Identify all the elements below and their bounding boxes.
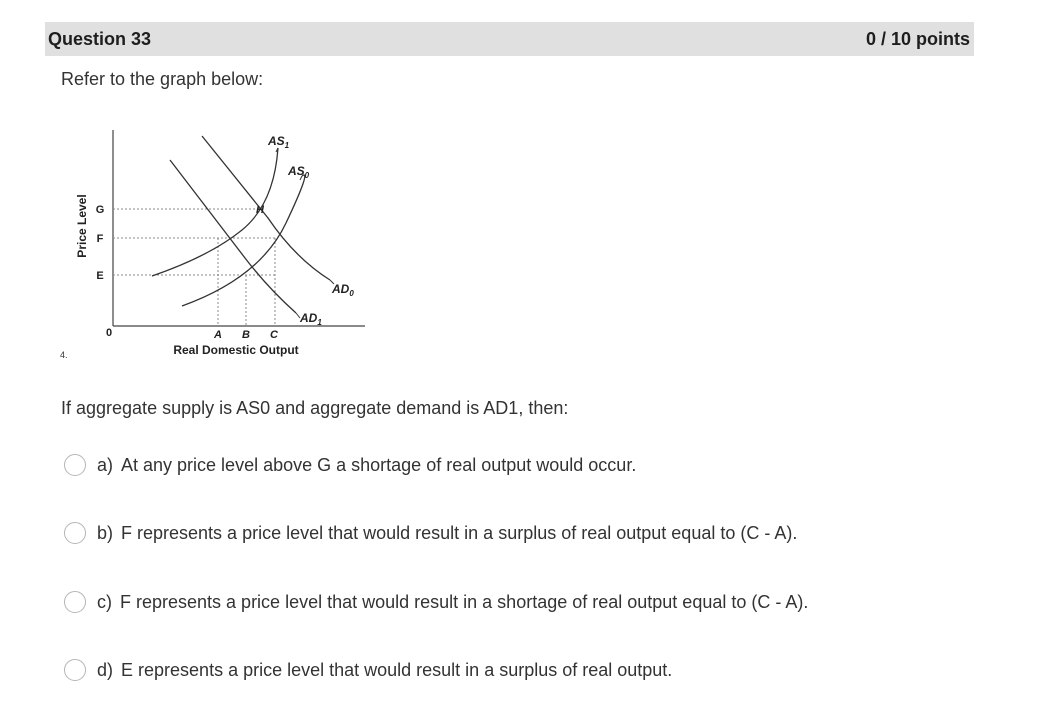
radio-button[interactable]	[64, 522, 86, 544]
option-letter: d)	[97, 659, 114, 680]
x-axis-title: Real Domestic Output	[173, 343, 299, 357]
output-label-b: B	[242, 329, 250, 341]
economics-graph	[60, 118, 380, 368]
radio-button[interactable]	[64, 591, 86, 613]
price-label-e: E	[96, 270, 104, 282]
curve-label-ad1: $AD_1$	[300, 311, 322, 327]
answer-option-a[interactable]	[64, 452, 636, 478]
radio-button[interactable]	[64, 659, 86, 681]
answer-option-b[interactable]	[64, 520, 797, 546]
question-points: 0 / 10 points	[865, 29, 970, 49]
corner-mark: 4.	[60, 350, 68, 360]
radio-button[interactable]	[64, 454, 86, 476]
question-text: If aggregate supply is AS0 and aggregate demand is AD1, then:	[61, 398, 569, 418]
origin-label: 0	[105, 327, 113, 339]
y-axis-title: Price Level	[75, 194, 89, 258]
answer-option-c[interactable]	[64, 589, 808, 615]
output-label-a: A	[214, 329, 222, 341]
curve-ad0	[202, 136, 330, 280]
option-letter: c)	[97, 591, 112, 612]
option-letter: b)	[97, 522, 114, 543]
question-title: Question 33	[48, 29, 152, 49]
option-text: At any price level above G a shortage of real output would occur.	[121, 454, 637, 475]
price-label-f: F	[96, 233, 104, 245]
option-text: F represents a price level that would result in a surplus of real output equal to (C - A).	[121, 522, 798, 543]
output-label-c: C	[270, 329, 278, 341]
option-text: F represents a price level that would result in a shortage of real output equal to (C - A).	[120, 591, 809, 612]
price-label-g: G	[95, 204, 105, 216]
option-letter: a)	[97, 454, 114, 475]
question-header	[45, 22, 974, 56]
curve-as0	[182, 175, 305, 306]
curve-label-as1: $AS_1$	[268, 134, 290, 150]
curve-label-ad0: $AD_0$	[332, 282, 354, 298]
point-label-h: H	[256, 204, 264, 216]
answer-option-d[interactable]	[64, 657, 672, 683]
curve-label-as0: $AS_0$	[288, 164, 310, 180]
option-text: E represents a price level that would result in a surplus of real output.	[121, 659, 673, 680]
question-prompt: Refer to the graph below:	[61, 69, 264, 89]
